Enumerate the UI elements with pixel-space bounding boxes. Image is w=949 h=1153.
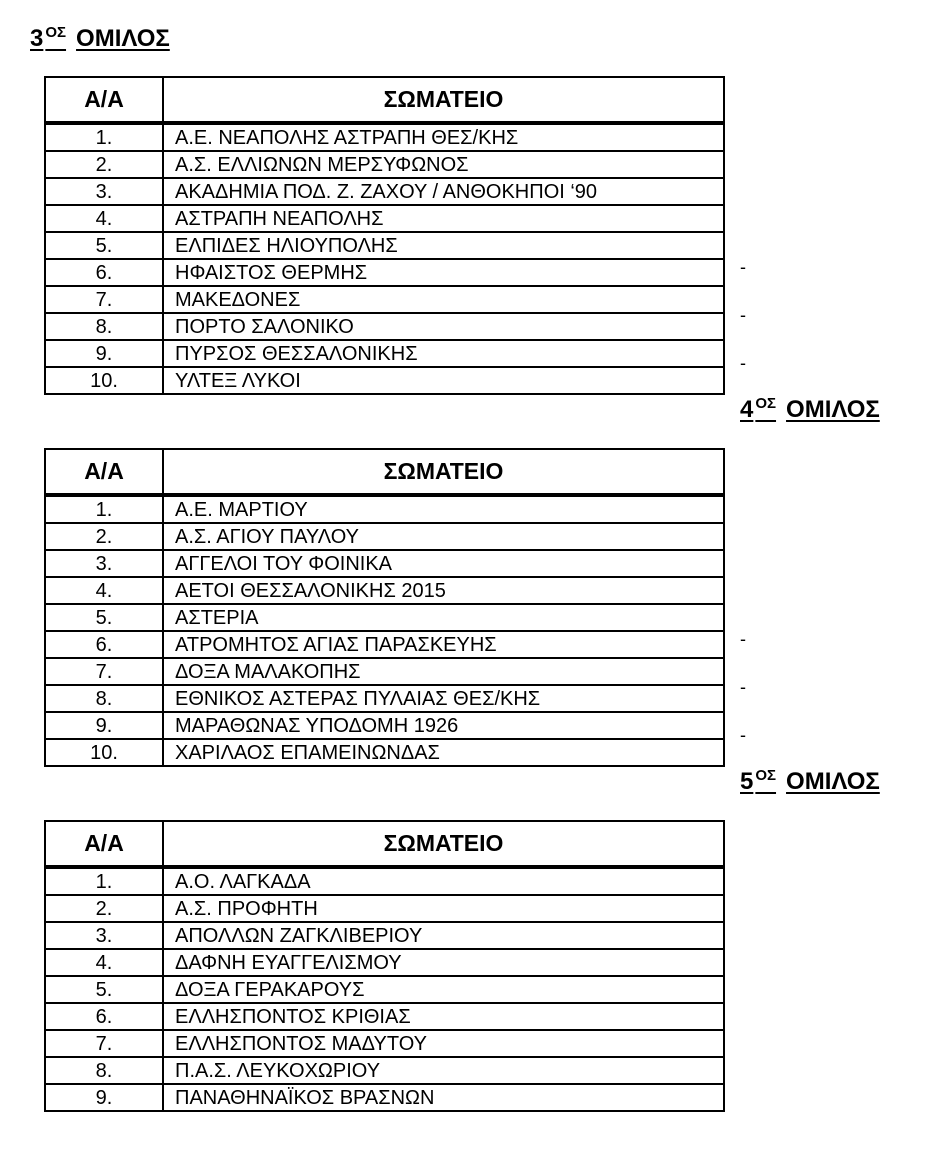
group-title-4 (740, 395, 880, 423)
club-name: ΔΟΞΑ ΜΑΛΑΚΟΠΗΣ (163, 658, 724, 685)
header-club: ΣΩΜΑΤΕΙΟ (163, 821, 724, 867)
row-number: 10. (45, 739, 163, 766)
club-name: Α.Σ. ΑΓΙΟΥ ΠΑΥΛΟΥ (163, 523, 724, 550)
club-name: ΠΑΝΑΘΗΝΑΪΚΟΣ ΒΡΑΣΝΩΝ (163, 1084, 724, 1111)
group-suffix: ΟΣ (45, 24, 67, 41)
table-row (45, 367, 724, 394)
table-row (45, 922, 724, 949)
table-row (45, 313, 724, 340)
club-name: ΑΠΟΛΛΩΝ ΖΑΓΚΛΙΒΕΡΙΟΥ (163, 922, 724, 949)
row-number: 5. (45, 232, 163, 259)
table-row (45, 286, 724, 313)
row-number: 6. (45, 1003, 163, 1030)
header-club: ΣΩΜΑΤΕΙΟ (163, 449, 724, 495)
dash-mark: - (740, 725, 746, 745)
club-name: ΑΤΡΟΜΗΤΟΣ ΑΓΙΑΣ ΠΑΡΑΣΚΕΥΗΣ (163, 631, 724, 658)
table-header-row (45, 449, 724, 495)
row-number: 2. (45, 151, 163, 178)
club-name: ΧΑΡΙΛΑΟΣ ΕΠΑΜΕΙΝΩΝΔΑΣ (163, 739, 724, 766)
club-name: ΕΘΝΙΚΟΣ ΑΣΤΕΡΑΣ ΠΥΛΑΙΑΣ ΘΕΣ/ΚΗΣ (163, 685, 724, 712)
header-aa: Α/Α (45, 77, 163, 123)
row-number: 1. (45, 495, 163, 523)
club-name: ΕΛΠΙΔΕΣ ΗΛΙΟΥΠΟΛΗΣ (163, 232, 724, 259)
header-aa: Α/Α (45, 449, 163, 495)
club-name: Π.Α.Σ. ΛΕΥΚΟΧΩΡΙΟΥ (163, 1057, 724, 1084)
table-row (45, 577, 724, 604)
table-row (45, 895, 724, 922)
group-number: 4 (740, 396, 754, 423)
club-name: ΑΕΤΟΙ ΘΕΣΣΑΛΟΝΙΚΗΣ 2015 (163, 577, 724, 604)
table-row (45, 949, 724, 976)
table-header-row (45, 77, 724, 123)
group-word: ΟΜΙΛΟΣ (786, 396, 880, 423)
group-suffix: ΟΣ (755, 767, 777, 784)
club-name: Α.Ε. ΜΑΡΤΙΟΥ (163, 495, 724, 523)
row-number: 6. (45, 259, 163, 286)
row-number: 7. (45, 286, 163, 313)
row-number: 3. (45, 922, 163, 949)
row-number: 9. (45, 340, 163, 367)
row-number: 3. (45, 178, 163, 205)
club-name: ΑΚΑΔΗΜΙΑ ΠΟΔ. Ζ. ΖΑΧΟΥ / ΑΝΘΟΚΗΠΟΙ ‘90 (163, 178, 724, 205)
row-number: 5. (45, 604, 163, 631)
table-row (45, 178, 724, 205)
club-name: Α.Ο. ΛΑΓΚΑΔΑ (163, 867, 724, 895)
header-aa: Α/Α (45, 821, 163, 867)
row-number: 9. (45, 712, 163, 739)
club-name: ΔΟΞΑ ΓΕΡΑΚΑΡΟΥΣ (163, 976, 724, 1003)
table-row (45, 631, 724, 658)
clubs-table-group-4 (44, 448, 725, 767)
row-number: 7. (45, 658, 163, 685)
group-title-5 (740, 767, 880, 795)
club-name: ΜΑΡΑΘΩΝΑΣ ΥΠΟΔΟΜΗ 1926 (163, 712, 724, 739)
table-row (45, 1057, 724, 1084)
table-row (45, 495, 724, 523)
table-row (45, 867, 724, 895)
row-number: 5. (45, 976, 163, 1003)
clubs-table-group-5 (44, 820, 725, 1112)
club-name: Α.Ε. ΝΕΑΠΟΛΗΣ ΑΣΤΡΑΠΗ ΘΕΣ/ΚΗΣ (163, 123, 724, 151)
table-row (45, 976, 724, 1003)
club-name: ΕΛΛΗΣΠΟΝΤΟΣ ΚΡΙΘΙΑΣ (163, 1003, 724, 1030)
table-row (45, 205, 724, 232)
club-name: ΥΛΤΕΞ ΛΥΚΟΙ (163, 367, 724, 394)
table-row (45, 259, 724, 286)
row-number: 10. (45, 367, 163, 394)
table-row (45, 123, 724, 151)
table-row (45, 712, 724, 739)
dash-mark: - (740, 353, 746, 373)
table-row (45, 151, 724, 178)
club-name: ΑΓΓΕΛΟΙ ΤΟΥ ΦΟΙΝΙΚΑ (163, 550, 724, 577)
table-row (45, 1003, 724, 1030)
table-row (45, 232, 724, 259)
club-name: Α.Σ. ΠΡΟΦΗΤΗ (163, 895, 724, 922)
table-row (45, 1030, 724, 1057)
group-word: ΟΜΙΛΟΣ (76, 25, 170, 52)
group-suffix: ΟΣ (755, 395, 777, 412)
row-number: 1. (45, 867, 163, 895)
club-name: ΕΛΛΗΣΠΟΝΤΟΣ ΜΑΔΥΤΟΥ (163, 1030, 724, 1057)
row-number: 8. (45, 1057, 163, 1084)
table-row (45, 739, 724, 766)
table-row (45, 658, 724, 685)
club-name: ΔΑΦΝΗ ΕΥΑΓΓΕΛΙΣΜΟΥ (163, 949, 724, 976)
row-number: 4. (45, 577, 163, 604)
row-number: 2. (45, 523, 163, 550)
table-row (45, 685, 724, 712)
row-number: 3. (45, 550, 163, 577)
row-number: 9. (45, 1084, 163, 1111)
group-title-3 (30, 24, 170, 52)
group-number: 3 (30, 25, 44, 52)
row-number: 8. (45, 685, 163, 712)
club-name: ΠΟΡΤΟ ΣΑΛΟΝΙΚΟ (163, 313, 724, 340)
dash-mark: - (740, 677, 746, 697)
club-name: Α.Σ. ΕΛΛΙΩΝΩΝ ΜΕΡΣΥΦΩΝΟΣ (163, 151, 724, 178)
row-number: 8. (45, 313, 163, 340)
club-name: ΑΣΤΡΑΠΗ ΝΕΑΠΟΛΗΣ (163, 205, 724, 232)
row-number: 4. (45, 205, 163, 232)
table-row (45, 340, 724, 367)
row-number: 1. (45, 123, 163, 151)
table-row (45, 523, 724, 550)
club-name: ΠΥΡΣΟΣ ΘΕΣΣΑΛΟΝΙΚΗΣ (163, 340, 724, 367)
club-name: ΑΣΤΕΡΙΑ (163, 604, 724, 631)
dash-mark: - (740, 257, 746, 277)
table-row (45, 550, 724, 577)
row-number: 4. (45, 949, 163, 976)
row-number: 7. (45, 1030, 163, 1057)
dash-mark: - (740, 629, 746, 649)
group-number: 5 (740, 768, 754, 795)
row-number: 2. (45, 895, 163, 922)
table-row (45, 604, 724, 631)
group-word: ΟΜΙΛΟΣ (786, 768, 880, 795)
club-name: ΜΑΚΕΔΟΝΕΣ (163, 286, 724, 313)
club-name: ΗΦΑΙΣΤΟΣ ΘΕΡΜΗΣ (163, 259, 724, 286)
clubs-table-group-3 (44, 76, 725, 395)
dash-mark: - (740, 305, 746, 325)
table-row (45, 1084, 724, 1111)
row-number: 6. (45, 631, 163, 658)
table-header-row (45, 821, 724, 867)
header-club: ΣΩΜΑΤΕΙΟ (163, 77, 724, 123)
